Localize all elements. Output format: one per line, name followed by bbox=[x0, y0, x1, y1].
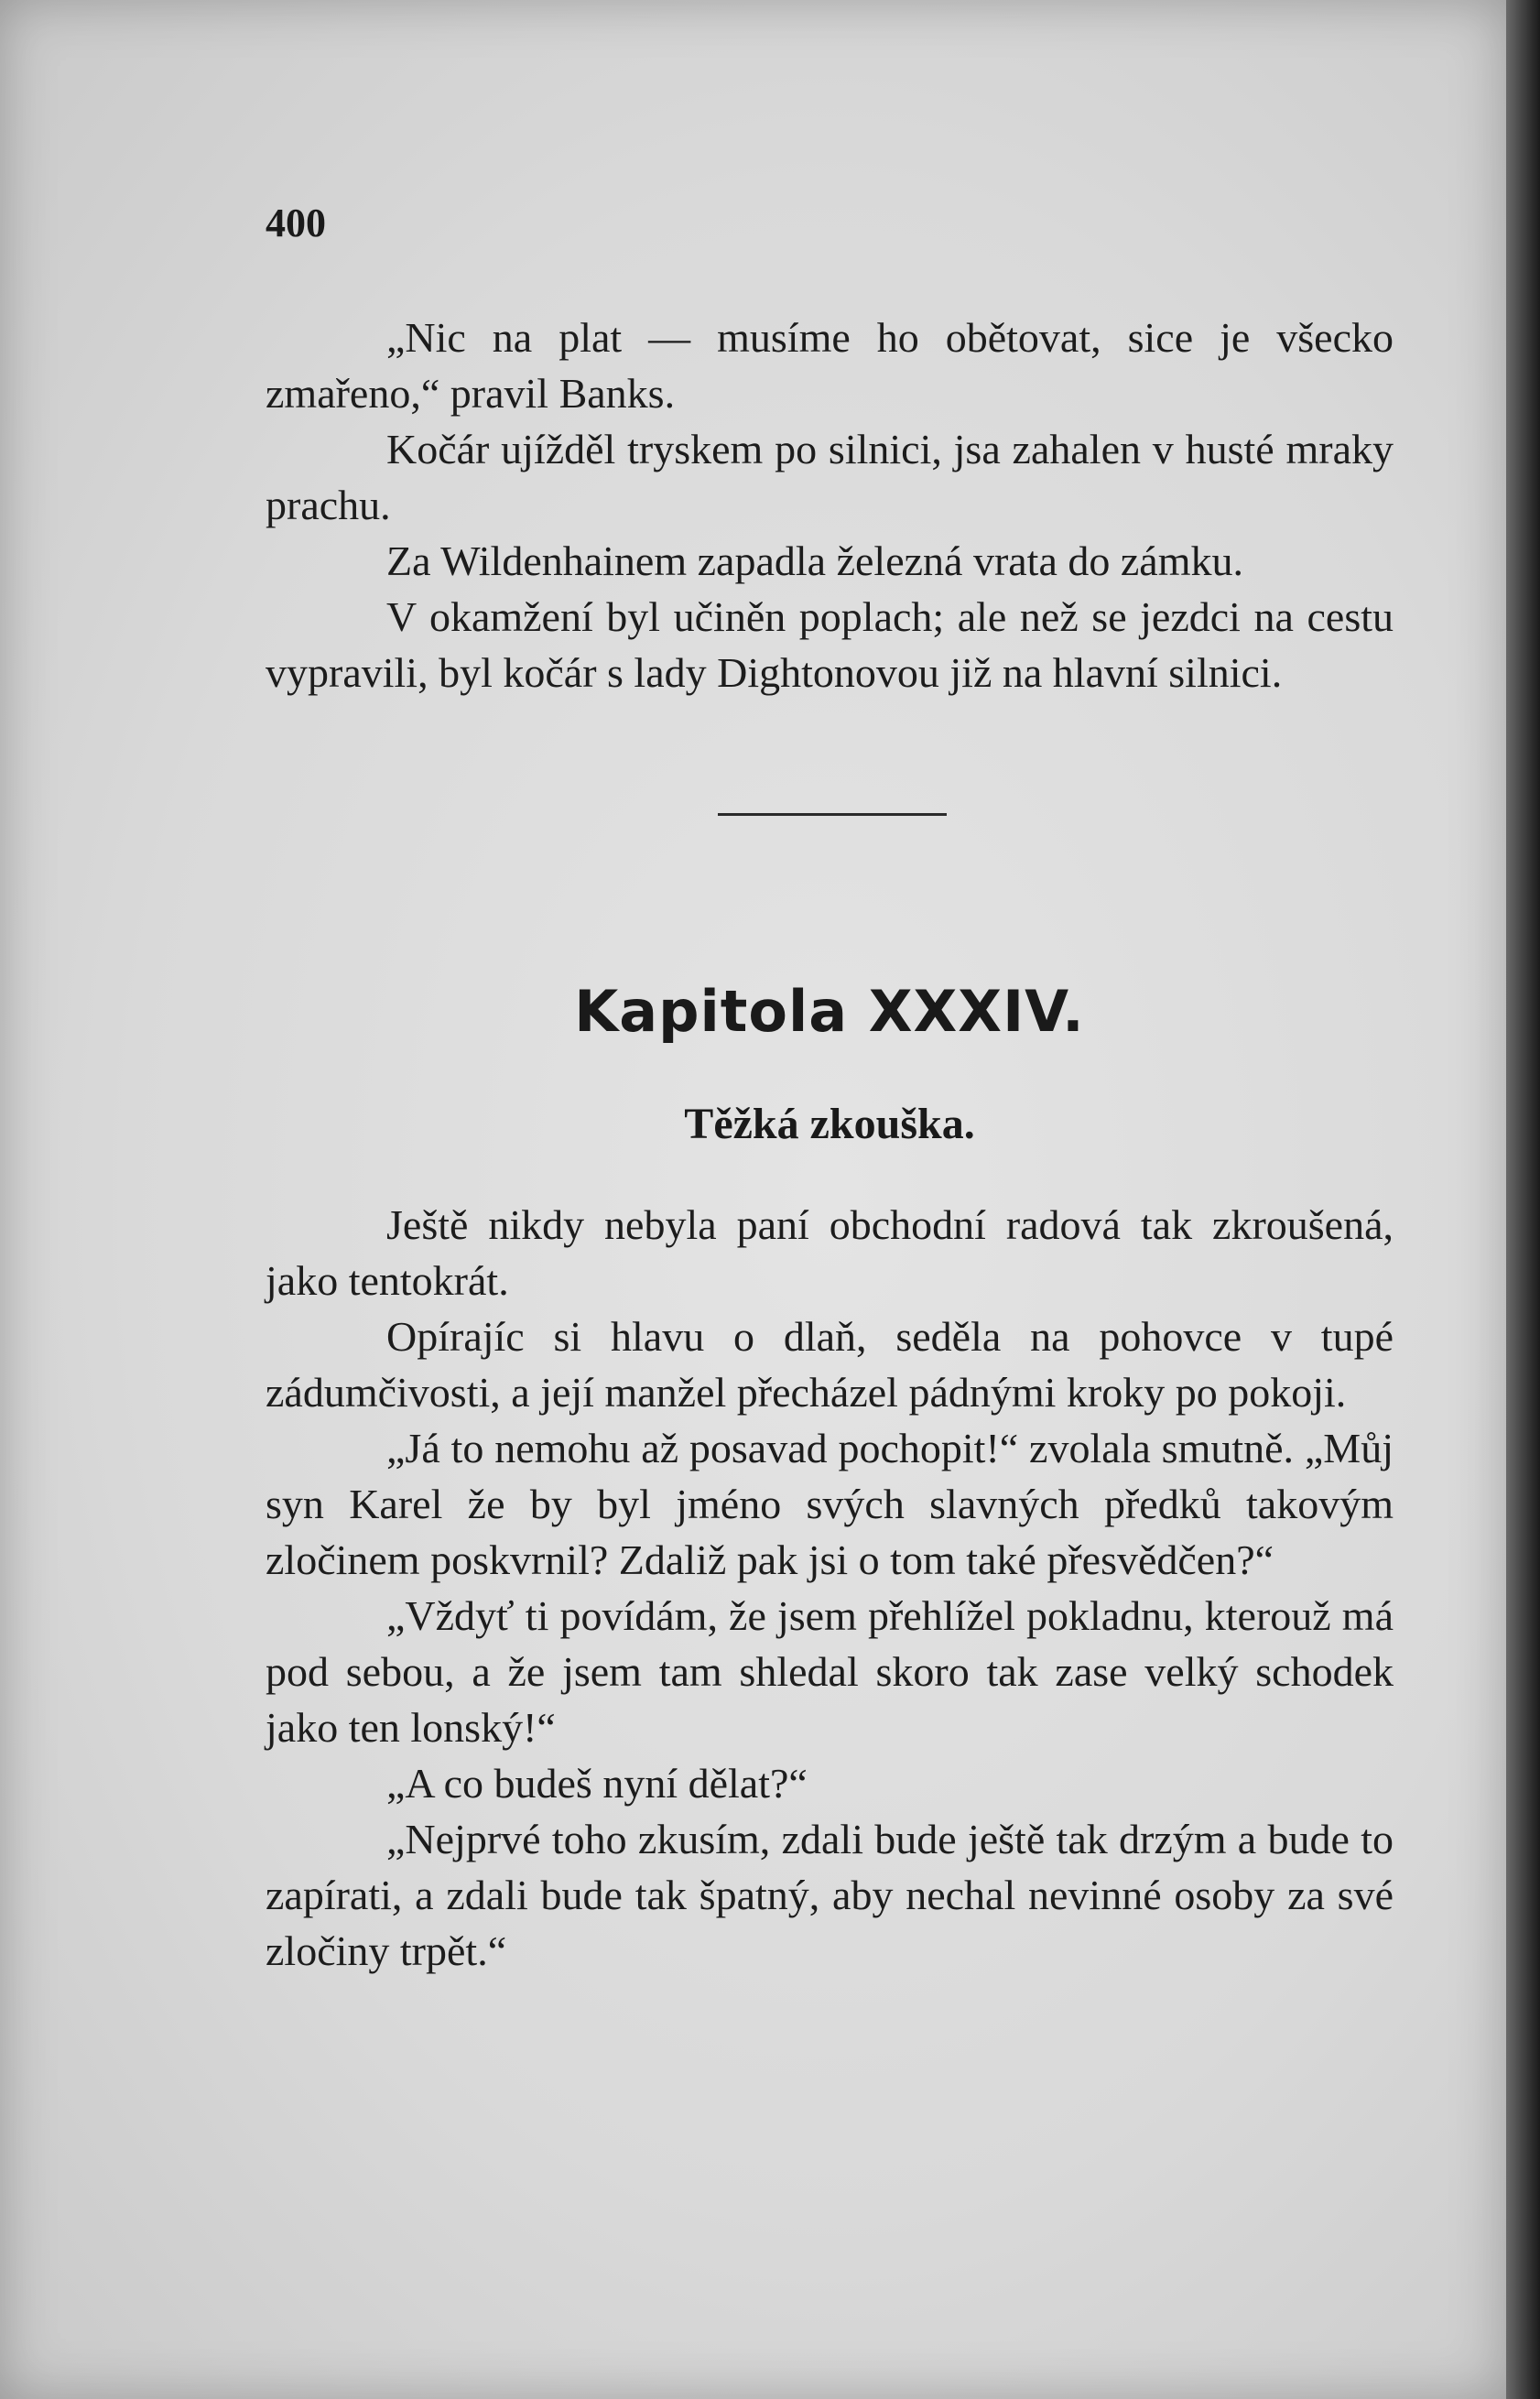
paragraph: Za Wildenhainem zapadla železná vrata do zámku. bbox=[386, 537, 1243, 584]
chapter-text-block bbox=[266, 1197, 1394, 1979]
section-divider bbox=[718, 813, 947, 816]
page-number: 400 bbox=[266, 201, 326, 245]
paragraph: V okamžení byl učiněn poplach; ale než se jezdci na cestu vypravili, byl kočár s lady Dightonovou již na hlavní silnici. bbox=[266, 593, 1394, 696]
chapter-subtitle: Těžká zkouška. bbox=[684, 1100, 975, 1148]
paragraph: „A co budeš nyní dělat?“ bbox=[386, 1760, 808, 1807]
paragraph: „Vždyť ti povídám, že jsem přehlížel pokladnu, kterouž má pod sebou, a že jsem tam shledal skoro tak zase velký schodek jako ten lonský!“ bbox=[266, 1592, 1394, 1751]
top-text-block bbox=[266, 309, 1394, 700]
paragraph: „Já to nemohu až posavad pochopit!“ zvolala smutně. „Můj syn Karel že by byl jméno svých slavných předků takovým zločinem poskvrnil? Zdaliž pak jsi o tom také přesvědčen?“ bbox=[266, 1425, 1394, 1583]
paragraph: Opírajíc si hlavu o dlaň, seděla na pohovce v tupé zádumčivosti, a její manžel přecházel pádnými kroky po pokoji. bbox=[266, 1313, 1394, 1416]
chapter-title: Kapitola XXXIV. bbox=[574, 978, 1085, 1045]
page-edge-shadow bbox=[1506, 0, 1540, 2399]
paragraph: „Nejprvé toho zkusím, zdali bude ještě tak drzým a bude to zapírati, a zdali bude tak špatný, aby nechal nevinné osoby za své zločiny trpět.“ bbox=[266, 1816, 1394, 1974]
paragraph: „Nic na plat — musíme ho obětovat, sice je všecko zmařeno,“ pravil Banks. bbox=[266, 314, 1394, 417]
paragraph: Ještě nikdy nebyla paní obchodní radová tak zkroušená, jako tentokrát. bbox=[266, 1201, 1394, 1304]
paragraph: Kočár ujížděl tryskem po silnici, jsa zahalen v husté mraky prachu. bbox=[266, 426, 1394, 528]
